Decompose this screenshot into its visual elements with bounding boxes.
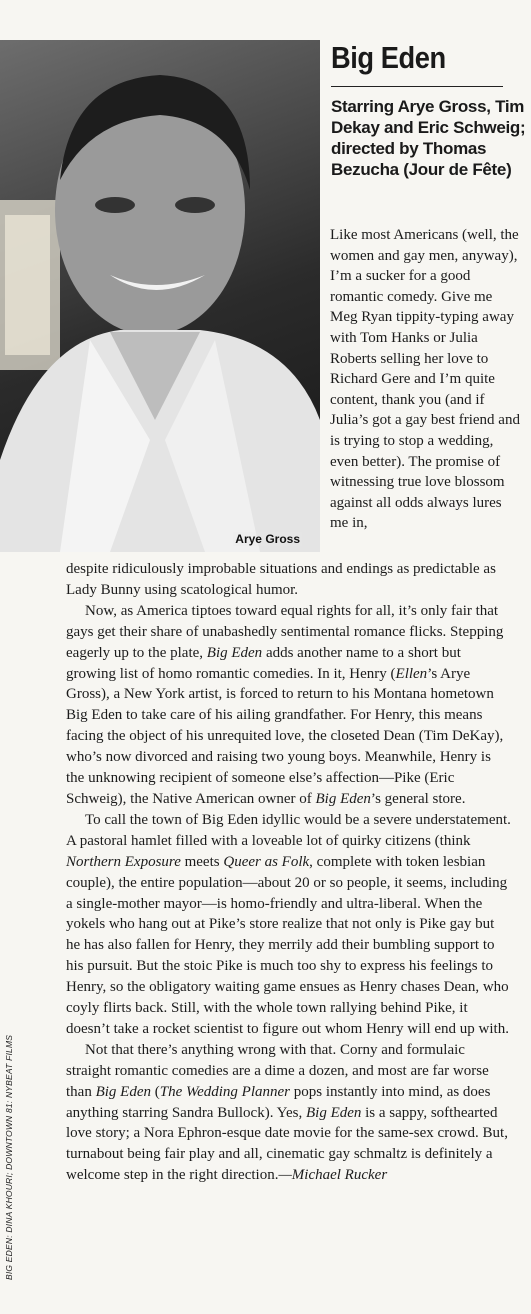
review-paragraph-4: Not that there’s anything wrong with that. Corny and formulaic straight romantic comedies are a dime a dozen, and most are far worse than Big Eden (The Wedding Planner pops instantly into mind, as does anything starring Sandra Bullock). Yes, Big Eden is a sappy, softhearted love story; a Nora Ephron-esque date movie for the same-sex crowd. But, turnabout being fair play and all, cinematic gay schmaltz is definitely a welcome step in the right direction.—Michael Rucker: [66, 1041, 508, 1184]
review-paragraph-2: Now, as America tiptoes toward equal rights for all, it’s only fair that gays get their share of unabashedly sentimental romance flicks. Stepping eagerly up to the plate, Big Eden adds another name to a short but growing list of homo romantic comedies. In it, Henry (Ellen’s Arye Gross), a New York artist, is forced to return to his Montana hometown Big Eden to take care of his ailing grandfather. For Henry, this means facing the object of his unrequited love, the closeted Dean (Tim DeKay), who’s now divorced and raising two young boys. Meanwhile, Henry is the unknowing recipient of someone else’s affection—Pike (Eric Schweig), the Native American owner of Big Eden’s general store.: [66, 602, 504, 807]
review-paragraph-1: despite ridiculously improbable situations and endings as predictable as Lady Bunny using scatological humor.: [66, 561, 496, 598]
portrait-illustration: [0, 40, 320, 552]
title-rule: [331, 86, 503, 87]
review-paragraph-3: To call the town of Big Eden idyllic would be a severe understatement. A pastoral hamlet filled with a loveable lot of quirky citizens (think Northern Exposure meets Queer as Folk, complete with token lesbian couple), the entire population—about 20 or so people, it seems, including a single-mother mayor—is homo-friendly and ultra-liberal. When the yokels who hang out at Pike’s store realize that not only is Pike gay but he has also fallen for Henry, they merrily add their bumbling support to his pursuit. But the stoic Pike is much too shy to express his feelings to Henry, so the obligatory waiting game ensues as Henry chases Dean, who coyly flirts back. Still, with the whole town rallying behind Pike, it doesn’t take a rocket scientist to figure out whom Henry will end up with.: [66, 811, 511, 1037]
film-credits: Starring Arye Gross, Tim Dekay and Eric Schweig; directed by Thomas Bezucha (Jour de Fête): [331, 97, 526, 179]
review-title: Big Eden: [331, 40, 446, 75]
review-intro: Like most Americans (well, the women and gay men, anyway), I’m a sucker for a good romantic comedy. Give me Meg Ryan tippity-typing away with Tom Hanks or Julia Roberts selling her love to Richard Gere and I’m quite content, thank you (and if Julia’s got a gay best friend and is trying to stop a wedding, even better). The promise of witnessing true love blossom against all odds always lures me in,: [330, 227, 520, 532]
review-body: [66, 559, 512, 1186]
review-author: —Michael Rucker: [278, 1167, 388, 1184]
photo-caption: Arye Gross: [235, 532, 300, 546]
portrait-photo: [0, 40, 320, 552]
photo-credit: BIG EDEN: DINA KHOURI; DOWNTOWN 81: NYBEAT FILMS: [4, 1034, 14, 1280]
